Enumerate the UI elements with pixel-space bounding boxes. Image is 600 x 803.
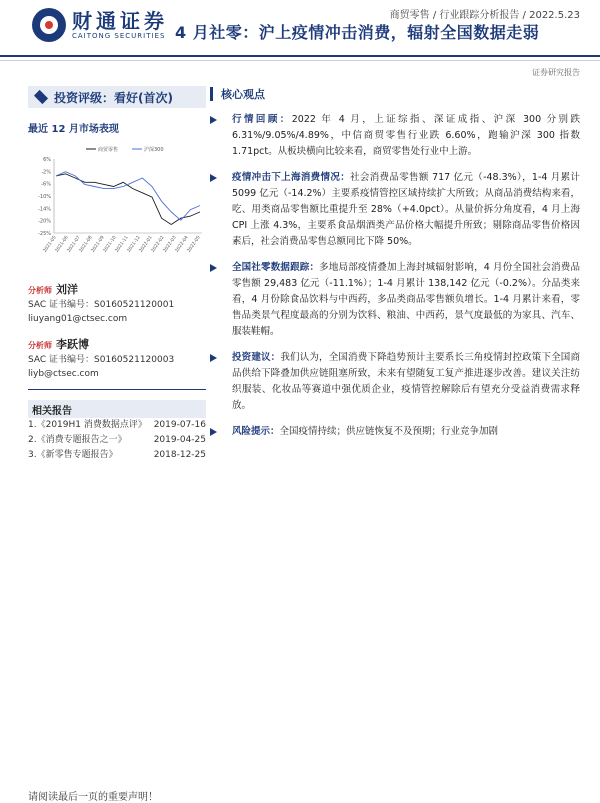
- bullet-triangle-icon: [210, 174, 217, 182]
- related-title: 2.《消费专题报告之一》: [28, 435, 127, 445]
- market-chart-svg: [28, 141, 206, 271]
- analyst-name: 刘洋: [56, 283, 78, 296]
- chart-y-tick-label: -6%: [41, 181, 51, 188]
- point-risk: [210, 424, 580, 440]
- point-text: 社会消费品零售额 717 亿元（-48.3%），1-4 月累计 5099 亿元（-14.2%）主要系疫情管控区域持续扩大所致；从商品消费结构来看，吃、用类商品零售额比重提升至 28%（+4.0pct）。从量价拆分角度看，4 月上海 CPI 上涨 4.3%，主要系食品烟酒类产品价格大幅提升所致；剔除商品零售价格因素后，社会消费品零售总额同比下降 50%。: [232, 172, 580, 247]
- chart-x-tick-label: 2022-04: [174, 235, 190, 254]
- header-subrule: [0, 60, 600, 61]
- point-national: [210, 260, 580, 340]
- point-text: 2022 年 4 月，上证综指、深证成指、沪深 300 分别跌 6.31%/9.05%/4.89%，中信商贸零售行业跌 6.60%，跑输沪深 300 指数 1.71pct。从板块横向比较来看，商贸零售处行业中上游。: [232, 114, 580, 157]
- market-chart: [28, 141, 206, 271]
- chart-x-tick-label: 2022-02: [150, 235, 166, 254]
- chart-y-tick-label: -10%: [38, 194, 51, 200]
- report-category: 商贸零售 / 行业跟踪分析报告 / 2022.5.23: [389, 10, 580, 21]
- point-label: 行情回顾：: [232, 114, 292, 125]
- logo-cn: 财通证券: [72, 9, 168, 33]
- chart-series-line-0: [56, 174, 200, 225]
- analyst-role: 分析师: [28, 286, 52, 295]
- rating-box: [28, 86, 206, 108]
- related-title: 3.《新零售专题报告》: [28, 450, 118, 460]
- chart-y-tick-label: -20%: [38, 218, 51, 225]
- report-header: [0, 0, 600, 77]
- logo: [32, 8, 168, 42]
- chart-y-tick-label: -25%: [38, 231, 51, 237]
- chart-legend-label: 商贸零售: [98, 147, 119, 153]
- related-item[interactable]: [28, 448, 206, 463]
- related-date: 2019-04-25: [153, 435, 206, 445]
- analyst-name: 李跃博: [56, 338, 89, 351]
- related-item[interactable]: [28, 433, 206, 448]
- sidebar-divider: [28, 389, 206, 390]
- point-text: 多地局部疫情叠加上海封城辐射影响，4 月份全国社会消费品零售额 29,483 亿元（-11.1%）；1-4 月累计 138,142 亿元（-0.2%）。分品类来看，4 月份除食品饮料与中西药，多品类商品零售额负增长。1-4 月累计来看，零售品类景气程度最高的分别为饮料、粮油、中西药，景气度最低的为家具、汽车、服装鞋帽。: [232, 262, 580, 337]
- core-views-title: 核心观点: [221, 88, 265, 101]
- chart-heading: 最近 12 月市场表现: [28, 124, 119, 135]
- analyst-role: 分析师: [28, 341, 52, 350]
- main-content: [210, 86, 580, 440]
- point-label: 投资建议：: [232, 352, 281, 363]
- point-text: 我们认为，全国消费下降趋势预计主要系长三角疫情封控政策下全国商品供给下降叠加供应链阻塞所致，未来有望随复工复产推进逐步改善。建议关注纺织服装、化妆品等赛道中强优质企业，疫情管控解除后有望充分受益消费需求释放。: [232, 352, 580, 411]
- chart-y-tick-label: -2%: [41, 169, 51, 176]
- chart-x-tick-label: 2021-08: [78, 235, 94, 254]
- chart-x-tick-label: 2021-06: [54, 235, 70, 254]
- logo-en: CAITONG SECURITIES: [72, 32, 166, 40]
- chart-y-tick-label: 6%: [43, 157, 51, 163]
- heading-bar: [210, 87, 213, 101]
- chart-x-tick-label: 2021-11: [114, 235, 130, 254]
- chart-x-tick-label: 2021-10: [102, 235, 118, 254]
- chart-legend-label: 沪深300: [144, 147, 164, 153]
- analyst-1: [28, 283, 206, 326]
- analyst-2: [28, 338, 206, 381]
- chart-x-tick-label: 2021-09: [90, 235, 106, 254]
- point-label: 风险提示：: [232, 426, 280, 437]
- related-heading: 相关报告: [28, 400, 206, 418]
- bullet-triangle-icon: [210, 428, 217, 436]
- chart-x-tick-label: 2022-05: [186, 235, 202, 254]
- point-label: 疫情冲击下上海消费情况：: [232, 172, 351, 183]
- analyst-email[interactable]: liuyang01@ctsec.com: [28, 314, 128, 324]
- rating-text: 投资评级：看好(首次): [54, 90, 173, 105]
- diamond-icon: [34, 90, 48, 104]
- report-title: 4 月社零：沪上疫情冲击消费，辐射全国数据走弱: [175, 23, 540, 42]
- point-market-review: [210, 112, 580, 160]
- chart-y-tick-label: -14%: [38, 206, 51, 213]
- footer-disclaimer: 请阅读最后一页的重要声明！: [28, 792, 158, 803]
- chart-x-tick-label: 2022-03: [162, 235, 178, 254]
- analyst-email[interactable]: liyb@ctsec.com: [28, 369, 99, 379]
- related-item[interactable]: [28, 418, 206, 433]
- analyst-cert: SAC 证书编号：S0160521120003: [28, 355, 175, 365]
- chart-x-tick-label: 2021-07: [66, 235, 82, 254]
- related-title: 1.《2019H1 消费数据点评》: [28, 420, 147, 430]
- core-views-heading: [210, 86, 580, 102]
- point-text: 全国疫情持续；供应链恢复不及预期；行业竞争加剧: [279, 426, 499, 437]
- chart-x-tick-label: 2021-12: [126, 235, 142, 254]
- bullet-triangle-icon: [210, 116, 217, 124]
- analyst-cert: SAC 证书编号：S0160521120001: [28, 300, 175, 310]
- chart-x-tick-label: 2021-05: [42, 235, 58, 254]
- point-shanghai: [210, 170, 580, 250]
- report-type-label: 证券研究报告: [532, 68, 580, 77]
- chart-x-tick-label: 2022-01: [138, 235, 154, 254]
- logo-mark-icon: [32, 8, 66, 42]
- bullet-triangle-icon: [210, 354, 217, 362]
- header-rule: [0, 55, 600, 57]
- sidebar: [28, 86, 206, 463]
- related-date: 2018-12-25: [153, 450, 206, 460]
- related-date: 2019-07-16: [153, 420, 206, 430]
- point-label: 全国社零数据跟踪：: [232, 262, 320, 273]
- point-advice: [210, 350, 580, 414]
- bullet-triangle-icon: [210, 264, 217, 272]
